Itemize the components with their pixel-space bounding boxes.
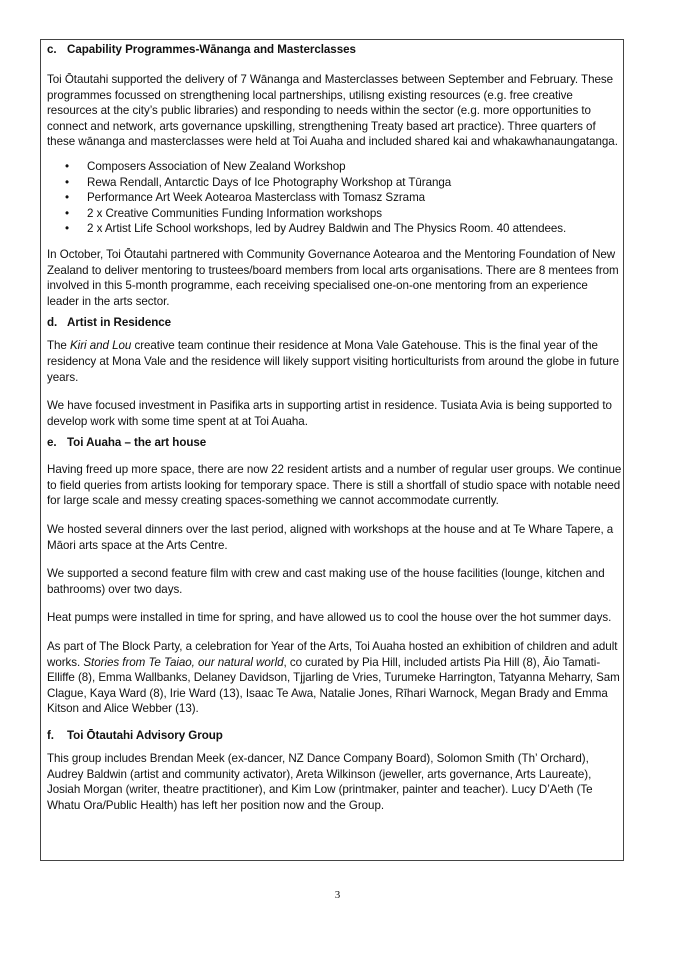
section-e-paragraph-5	[47, 639, 622, 717]
section-d-paragraph-1	[47, 338, 622, 385]
list-item: • Performance Art Week Aotearoa Masterclass with Tomasz Szrama	[47, 190, 622, 206]
exhibition-title: Stories from Te Taiao, our natural world	[83, 655, 284, 669]
section-e-title: Toi Auaha – the art house	[67, 436, 207, 450]
section-e-letter: e.	[47, 436, 57, 450]
section-d-heading	[47, 315, 622, 331]
section-c-letter: c.	[47, 43, 57, 56]
section-c-bullet-list	[47, 159, 622, 237]
list-item: • Composers Association of New Zealand Workshop	[47, 159, 622, 175]
section-d-title: Artist in Residence	[67, 316, 172, 330]
section-c-title: Capability Programmes-Wānanga and Masterclasses	[67, 43, 356, 56]
section-f-heading	[47, 728, 622, 744]
section-e-paragraph-1: Having freed up more space, there are now 22 resident artists and a number of regular user groups. We continue to field queries from artists looking for temporary space. There is still a shortfall of studio space with notable need for large scale and messy creating spaces-something we cannot accommodate currently.	[47, 463, 622, 508]
section-d-paragraph-2: We have focused investment in Pasifika arts in supporting artist in residence. Tusiata Avia is being supported to develop work with some time spent at at Toi Auaha.	[47, 399, 612, 428]
section-c-heading	[47, 42, 622, 58]
project-name: Kiri and Lou	[70, 339, 132, 353]
section-d-letter: d.	[47, 316, 58, 330]
text-span: As part of The Block Party, a celebration for Year of the Arts, Toi Auaha hosted an exhibition of children and adult works.	[47, 640, 618, 669]
text-span: The	[47, 339, 70, 353]
section-c-paragraph-2: In October, Toi Ōtautahi partnered with Community Governance Aotearoa and the Mentoring Foundation of New Zealand to deliver mentoring to trustees/board members from local arts organisations. There are 8 mentees from involved in this 5-month programme, each receiving specialised one-on-one mentoring from an experience leader in the arts sector.	[47, 247, 619, 308]
text-span: creative team continue their residence at Mona Vale Gatehouse. This is the final year of the residency at Mona Vale and the residence will likely support visiting horticulturists from around the globe in future years.	[47, 339, 619, 384]
page-number: 3	[334, 889, 341, 901]
list-item: • 2 x Creative Communities Funding Information workshops	[47, 206, 622, 222]
section-e-paragraph-2: We hosted several dinners over the last period, aligned with workshops at the house and at Te Whare Tapere, a Māori arts space at the Arts Centre.	[47, 523, 614, 552]
section-c-paragraph-1: Toi Ōtautahi supported the delivery of 7 Wānanga and Masterclasses between September and February. These programmes focussed on strengthening local partnerships, utilisng existing resources (e.g. free creative resources at the city’s public libraries) and responding to needs within the sector (e.g. more opportunities to connect and network, arts governance upskilling, strengthening Treaty based art practice). Three quarters of these wānanga and masterclasses were held at Toi Auaha and included shared kai and whakawhanaungatanga.	[47, 73, 618, 149]
document-body	[47, 42, 622, 813]
section-e-paragraph-3: We supported a second feature film with crew and cast making use of the house facilities (lounge, kitchen and bathrooms) over two days.	[47, 567, 605, 596]
section-e-heading	[47, 435, 622, 451]
list-item: • Rewa Rendall, Antarctic Days of Ice Photography Workshop at Tūranga	[47, 175, 622, 191]
list-item: • 2 x Artist Life School workshops, led by Audrey Baldwin and The Physics Room. 40 attendees.	[47, 221, 622, 237]
text-span: , co curated by Pia Hill, included artists Pia Hill (8), Āio Tamati-Elliffe (8), Emma Wallbanks, Delaney Davidson, Tjjarling de Vries, Turumeke Harrington, Tatyanna Meharry, Sam Clague, Kaya Ward (8), Irie Ward (13), Isaac Te Awa, Natalie Jones, Rīhari Warnock, Megan Brady and Emma Kitson and Alice Webber (13).	[47, 655, 620, 716]
section-f-paragraph-1: This group includes Brendan Meek (ex-dancer, NZ Dance Company Board), Solomon Smith (Th’ Orchard), Audrey Baldwin (artist and community activator), Areta Wilkinson (jeweller, arts governance, Arts Laureate), Josiah Morgan (writer, theatre practitioner), and Kim Low (printmaker, painter and teacher). Lucy D’Aeth (Te Whatu Ora/Public Health) has left her position now and the Group.	[47, 752, 593, 812]
section-e-paragraph-4: Heat pumps were installed in time for spring, and have allowed us to cool the house over the hot summer days.	[47, 611, 612, 625]
section-f-letter: f.	[47, 729, 54, 742]
section-f-title: Toi Ōtautahi Advisory Group	[67, 729, 223, 742]
